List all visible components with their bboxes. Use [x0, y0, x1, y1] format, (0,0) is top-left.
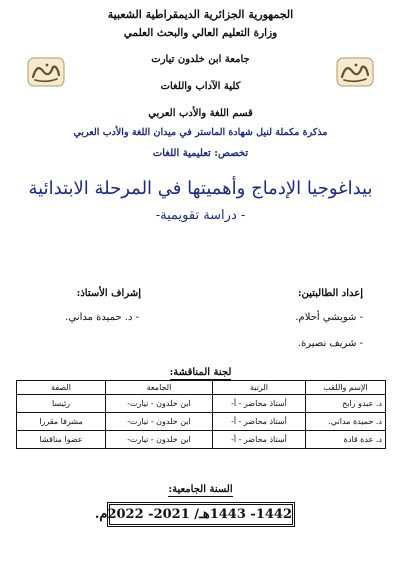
table-row: [17, 395, 386, 413]
thesis-subtitle: - دراسة تقويمية-: [155, 208, 246, 223]
university-heading: جامعة ابن خلدون تيارت: [151, 54, 250, 65]
student-name: - شريف نصيرة.: [297, 338, 363, 349]
column-header: الصفة: [17, 381, 106, 395]
member-university: ابن خلدون - تيارت-: [106, 395, 213, 413]
specialty-line: تخصص: تعليمية اللغات: [152, 148, 249, 159]
republic-heading: الجمهورية الجزائرية الديمقراطية الشعبية: [107, 8, 294, 21]
table-header-row: [17, 381, 386, 395]
academic-year-box: 1442- 1443هـ/ 2021- 2022م.: [107, 502, 295, 527]
committee-table: [16, 380, 386, 449]
university-logo-left: [27, 57, 65, 87]
supervisor-name: - د. حميدة مداني.: [65, 312, 139, 323]
ministry-heading: وزارة التعليم العالي والبحث العلمي: [123, 27, 278, 39]
member-role: رئيسا: [17, 395, 106, 413]
column-header: الإسم واللقب: [306, 381, 386, 395]
department-heading: قسم اللغة والأدب العربي: [148, 108, 253, 119]
member-rank: أستاذ محاضر - أ-: [213, 431, 306, 449]
column-header: الرتبة: [213, 381, 306, 395]
thesis-title: بيداغوجيا الإدماج وأهميتها في المرحلة الابتدائية: [28, 178, 373, 199]
academic-year-label-text: السنة الجامعية:: [168, 484, 233, 495]
committee-title: [0, 367, 401, 378]
university-logo-right: [336, 57, 374, 87]
member-rank: أستاذ محاضر - أ-: [213, 413, 306, 431]
member-role: مشرفا مقررا: [17, 413, 106, 431]
committee-title-text: لجنة المناقشة:: [169, 367, 232, 378]
member-name: د. عبدو رابح: [306, 395, 386, 413]
member-university: ابن خلدون - تيارت-: [106, 431, 213, 449]
prepared-by-label: إعداد الطالبتين:: [297, 288, 363, 299]
member-name: د. حميدة مداني.: [306, 413, 386, 431]
supervisor-label: إشراف الأستاذ:: [76, 288, 141, 299]
member-name: د. عدة قادة: [306, 431, 386, 449]
column-header: الجامعة: [106, 381, 213, 395]
faculty-heading: كلية الآداب واللغات: [160, 81, 241, 92]
member-role: عضوا مناقشا: [17, 431, 106, 449]
student-name: - شويشي أحلام.: [295, 312, 363, 323]
member-rank: أستاذ محاضر - أ-: [213, 395, 306, 413]
academic-year-label: [0, 484, 401, 495]
table-row: [17, 413, 386, 431]
member-university: ابن خلدون - تيارت-: [106, 413, 213, 431]
table-row: [17, 431, 386, 449]
thesis-note: مذكرة مكملة لنيل شهادة الماستر في ميدان اللغة والأدب العربي: [73, 127, 328, 138]
